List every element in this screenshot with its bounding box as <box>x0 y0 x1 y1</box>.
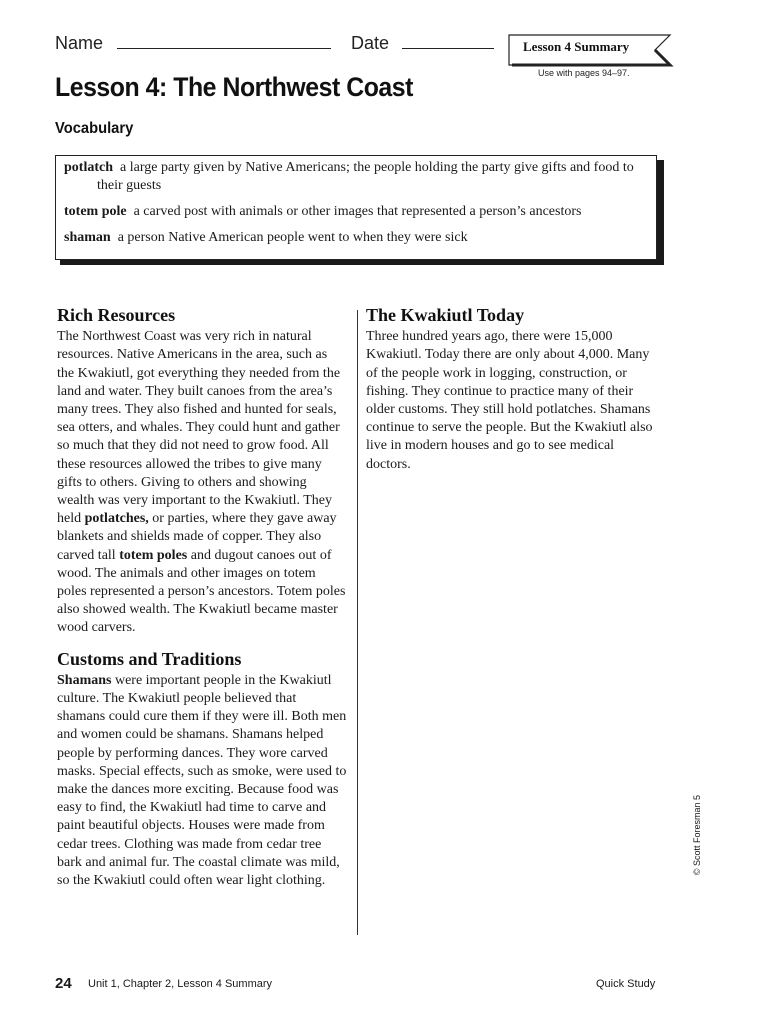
lesson-tag <box>505 31 673 65</box>
name-line[interactable] <box>117 48 331 49</box>
bold-term-potlatches: potlatches, <box>84 511 149 527</box>
use-with-pages: Use with pages 94–97. <box>538 68 630 78</box>
bold-term-shamans: Shamans <box>57 672 112 688</box>
vocab-entry-totem-pole <box>64 203 648 221</box>
section-heading-customs: Customs and Traditions <box>57 648 242 669</box>
footer-quick-study: Quick Study <box>596 978 656 990</box>
bold-term-totem-poles: totem poles <box>119 547 188 563</box>
rich-resources-text <box>57 328 347 637</box>
kwakiutl-today-text: Three hundred years ago, there were 15,000 Kwakiutl. Today there are only about 4,000. Many of the people work in logging, construction, or fishing. They continue to practice many of their older customs. They still hold potlatches. Shamans continue to serve the people. But the Kwakiutl also live in modern houses and go to see medical doctors. <box>366 329 653 472</box>
vocabulary-box <box>55 155 657 260</box>
footer-reference: Unit 1, Chapter 2, Lesson 4 Summary <box>88 978 273 990</box>
vocab-entry-shaman <box>64 229 648 247</box>
section-heading-rich-resources: Rich Resources <box>57 305 176 325</box>
copyright: © Scott Foresman 5 <box>692 794 702 876</box>
lesson-tag-text: Lesson 4 Summary <box>523 39 630 54</box>
column-divider <box>357 310 358 935</box>
vocabulary-heading: Vocabulary <box>55 120 134 137</box>
text-run: were important people in the Kwakiutl culture. The Kwakiutl people believed that shamans could cure them if they were ill. Both men and women could be shamans. Shamans helped people by performing dances. They wore carved masks. Special effects, such as smoke, were used to make the dances more exciting. Because food was easy to find, the Kwakiutl had time to carve and paint beautiful objects. Houses were made from cedar trees. Clothing was made from cedar tree bark and animal fur. The coastal climate was mild, so the Kwakiutl could often wear light clothing. <box>57 672 347 889</box>
page-title: Lesson 4: The Northwest Coast <box>55 72 413 102</box>
page-number: 24 <box>55 975 72 992</box>
text-run: The Northwest Coast was very rich in natural resources. Native Americans in the area, such as the Kwakiutl, got everything they needed from the land and water. They built canoes from the area’s many trees. They also fished and hunted for seals, sea otters, and whales. They could hunt and gather so much that they did not need to grow food. All these resources allowed the tribes to give many gifts to others. Giving to others and showing wealth was very important to the Kwakiutl. They held <box>57 329 341 527</box>
vocab-term: shaman <box>64 230 111 245</box>
vocab-term: totem pole <box>64 204 127 219</box>
date-line[interactable] <box>402 48 494 49</box>
text-run: and dugout canoes out of wood. The animals and other images on totem poles represented a person’s ancestors. Totem poles also showed wealth. The Kwakiutl became master wood carvers. <box>57 547 346 636</box>
right-column <box>366 306 662 474</box>
customs-text <box>57 672 347 890</box>
text-run: or parties, where they gave away blankets and shields made of copper. They also carved tall <box>57 511 337 563</box>
vocab-definition: a large party given by Native Americans; the people holding the party give gifts and food to their guests <box>97 160 634 193</box>
name-label: Name <box>55 33 104 53</box>
left-column <box>57 306 347 890</box>
vocab-entry-potlatch <box>64 159 648 195</box>
vocab-definition: a carved post with animals or other images that represented a person’s ancestors <box>133 204 582 219</box>
section-heading-kwakiutl-today: The Kwakiutl Today <box>366 305 525 325</box>
vocab-definition: a person Native American people went to when they were sick <box>117 230 468 245</box>
date-label: Date <box>351 33 390 53</box>
vocab-term: potlatch <box>64 160 113 175</box>
